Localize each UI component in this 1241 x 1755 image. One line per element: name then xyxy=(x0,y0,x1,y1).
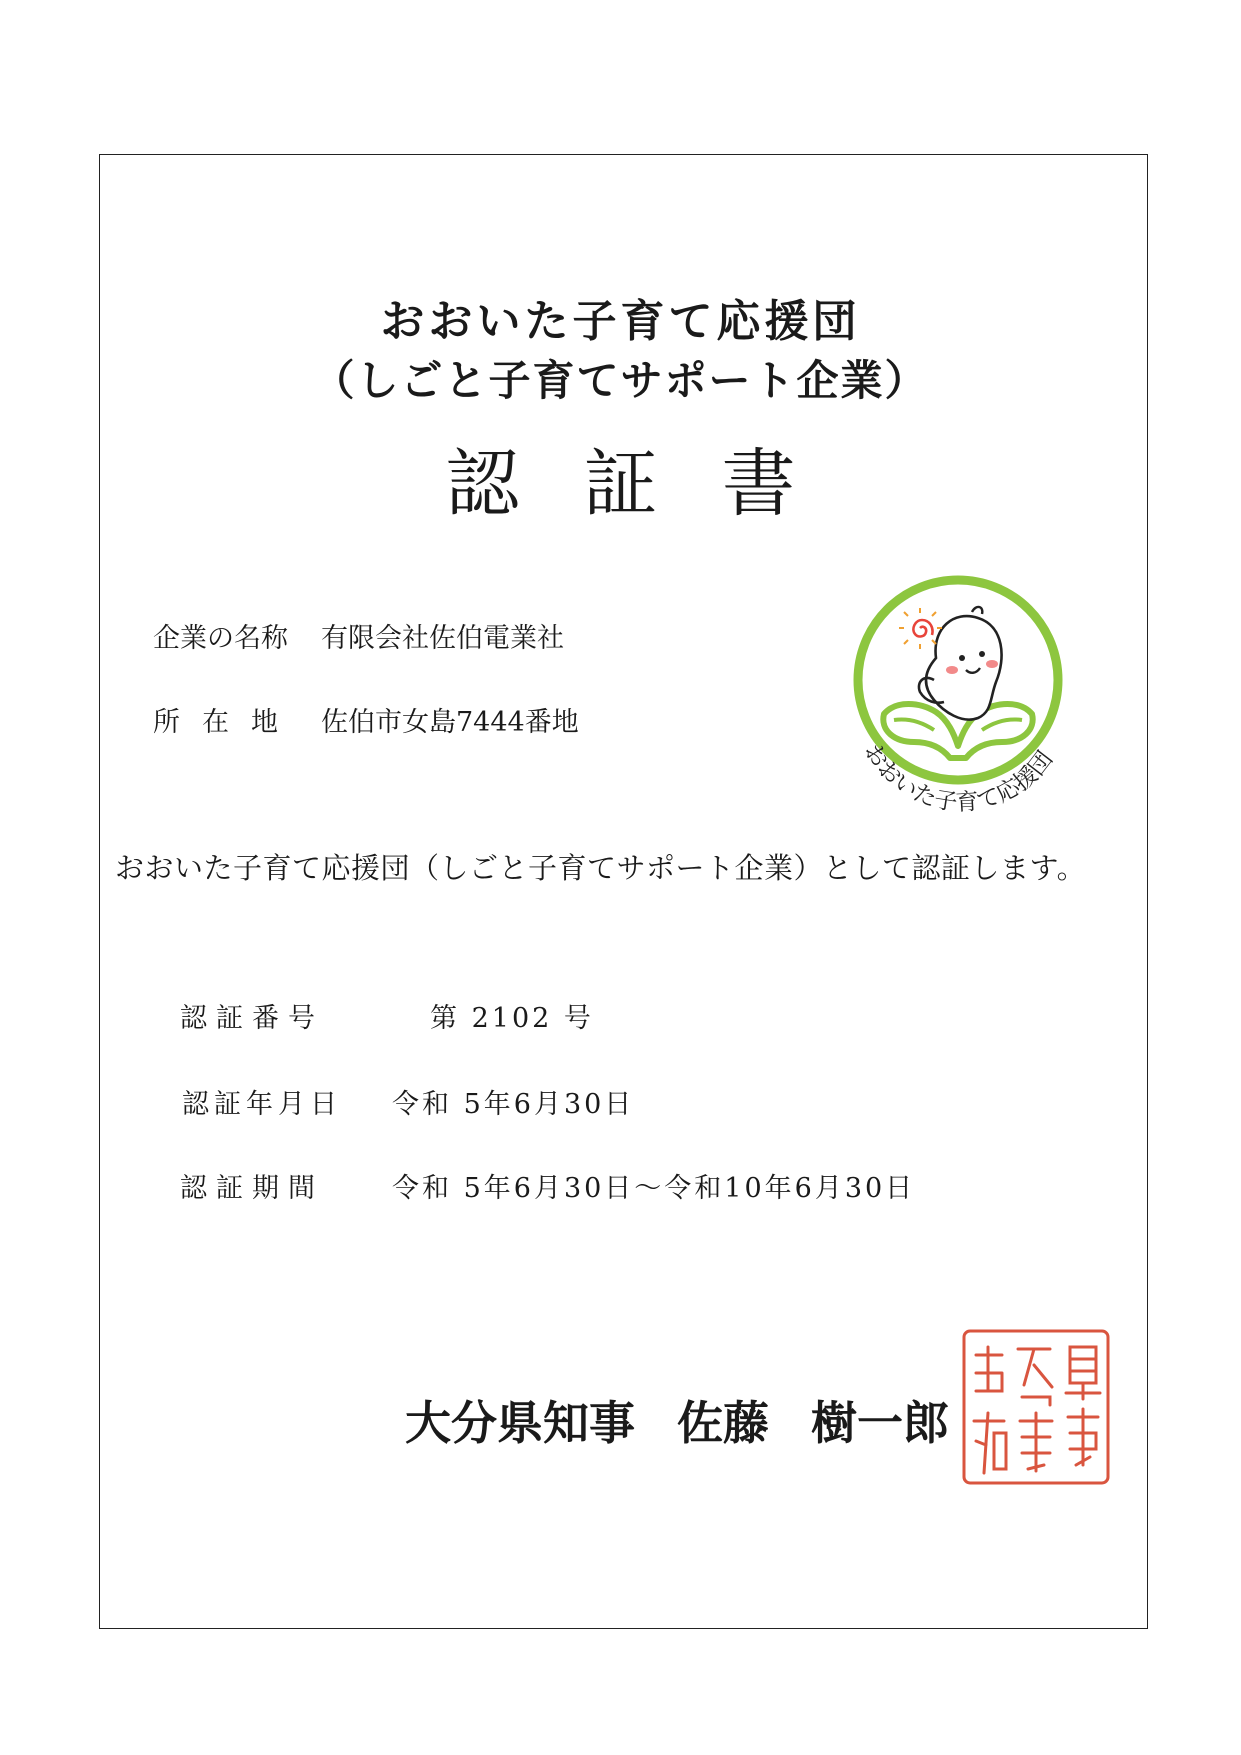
company-address-row xyxy=(153,700,579,739)
certification-date-label: 認証年月日 xyxy=(182,1089,342,1120)
company-address-value: 佐伯市女島7444番地 xyxy=(321,707,579,738)
kosodate-ouendan-logo xyxy=(836,562,1080,822)
company-name-row xyxy=(153,616,564,655)
company-name-value: 有限会社佐伯電業社 xyxy=(321,623,564,654)
certificate-subtitle: （しごと子育てサポート企業） xyxy=(312,356,929,405)
heading-char: 認 xyxy=(445,441,520,527)
certification-number-row xyxy=(180,996,594,1035)
certificate-title: おおいた子育て応援団 xyxy=(380,296,861,347)
certification-number-value: 第 2102 号 xyxy=(430,1003,594,1034)
company-name-label: 企業の名称 xyxy=(153,623,288,654)
certification-period-value: 令和 5年6月30日～令和10年6月30日 xyxy=(392,1173,916,1204)
certification-statement: おおいた子育て応援団（しごと子育てサポート企業）として認証します。 xyxy=(115,851,1087,885)
signatory xyxy=(405,1387,949,1453)
official-seal xyxy=(958,1325,1114,1489)
signatory-surname: 佐藤 xyxy=(677,1396,769,1450)
heading-char: 証 xyxy=(583,441,658,527)
logo-text: おおいた子育て応援団 xyxy=(858,739,1059,817)
signatory-title: 大分県知事 xyxy=(405,1396,635,1450)
signatory-given-name: 樹一郎 xyxy=(811,1396,949,1450)
certification-number-label: 認証番号 xyxy=(180,1003,324,1034)
certification-period-label: 認証期間 xyxy=(180,1173,324,1204)
certification-date-row xyxy=(182,1082,634,1121)
company-address-label: 所在地 xyxy=(153,707,300,738)
heading-char: 書 xyxy=(721,441,796,527)
certification-period-row xyxy=(180,1166,915,1205)
certificate-heading xyxy=(0,425,1241,531)
certification-date-value: 令和 5年6月30日 xyxy=(392,1089,635,1120)
